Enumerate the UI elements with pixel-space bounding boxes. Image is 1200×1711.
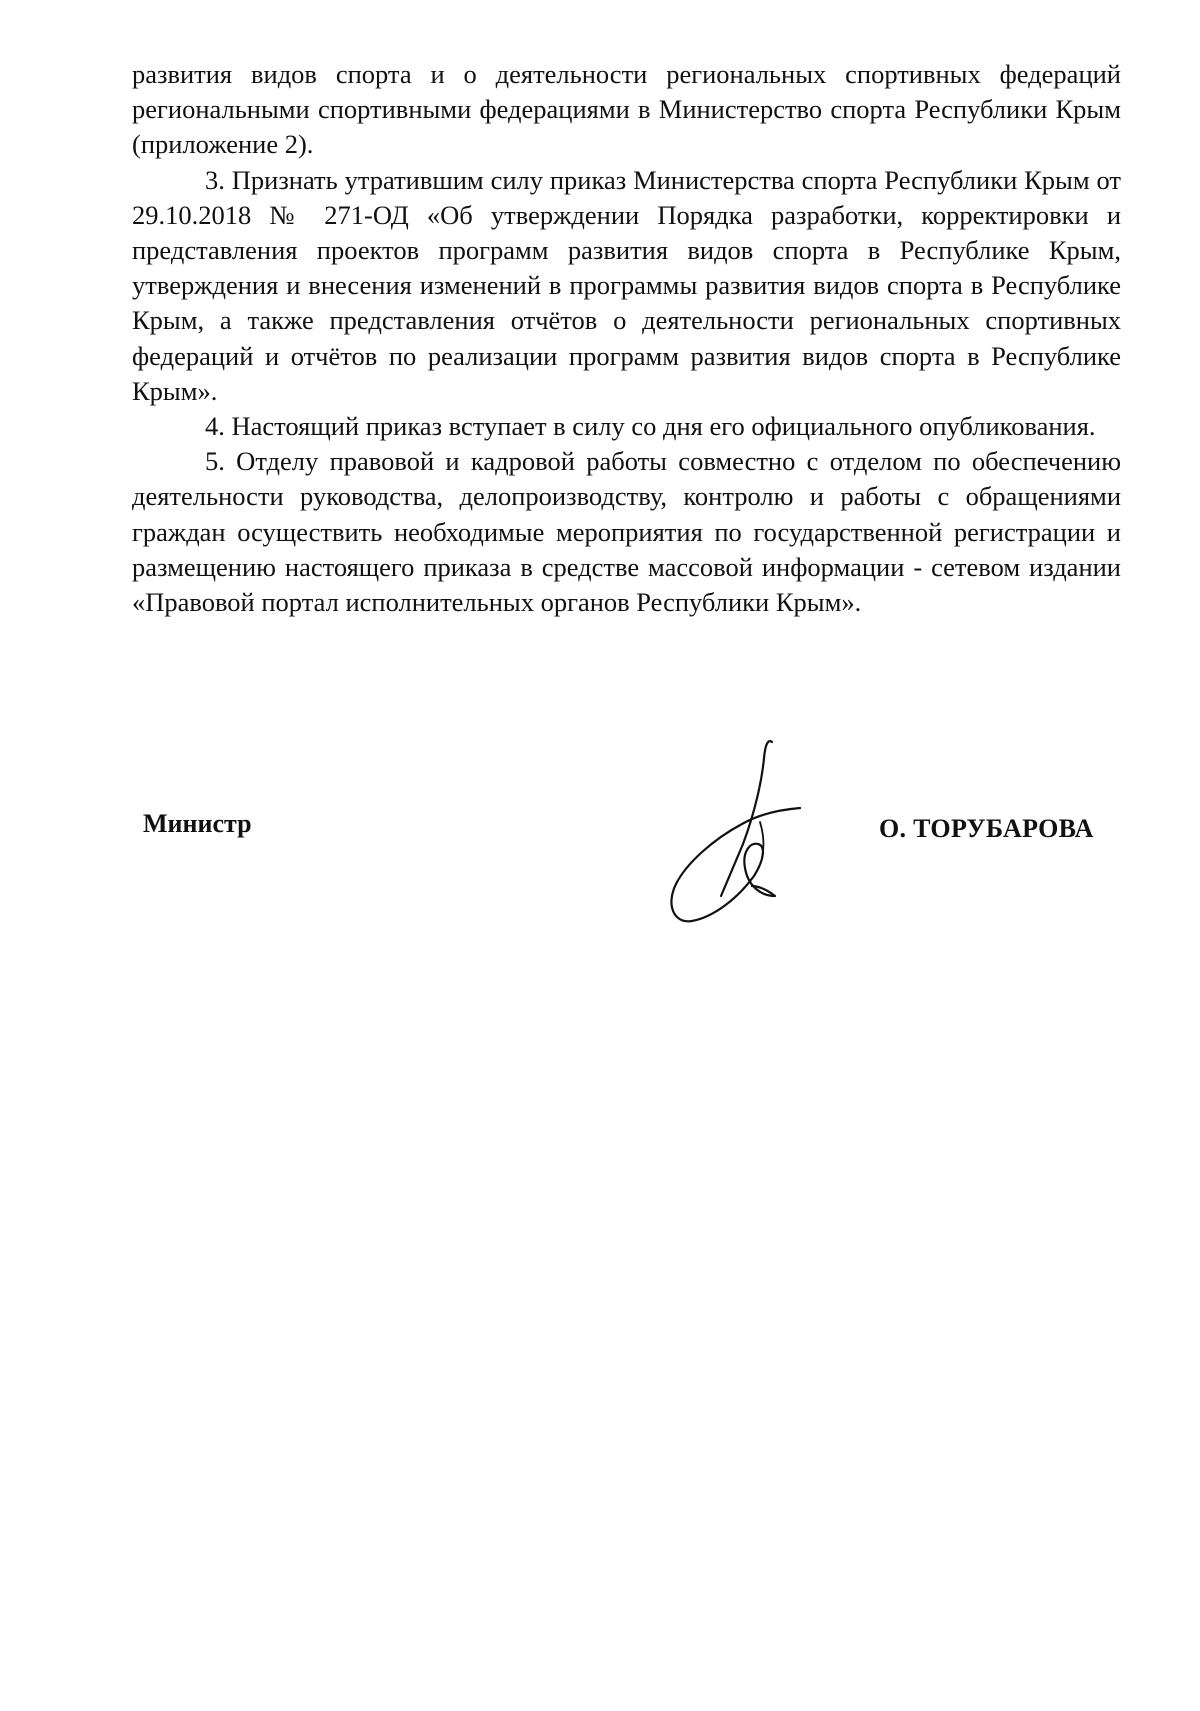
signer-title: Министр [143, 809, 252, 838]
paragraph-item-3: 3. Признать утратившим силу приказ Министерства спорта Республики Крым от 29.10.2018 № 271-ОД «Об утверждении Порядка разработки, корректировки и представления проектов программ развития видов спорта в Республике Крым, утверждения и внесения изменений в программы развития видов спорта в Республике Крым, а также представления отчётов о деятельности региональных спортивных федераций и отчётов по реализации программ развития видов спорта в Республике Крым». [132, 164, 1121, 406]
paragraph-item-4: 4. Настоящий приказ вступает в силу со дня его официального опубликования. [205, 411, 1096, 442]
document-body [132, 57, 1121, 620]
paragraph-continuation: развития видов спорта и о деятельности региональных спортивных федераций региональными спортивными федерациями в Министерство спорта Республики Крым (приложение 2). [132, 59, 1121, 160]
handwritten-signature [664, 736, 854, 926]
paragraph-item-5: 5. Отделу правовой и кадровой работы совместно с отделом по обеспечению деятельности руководства, делопроизводству, контролю и работы с обращениями граждан осуществить необходимые мероприятия по государственной регистрации и размещению настоящего приказа в средстве массовой информации - сетевом издании «Правовой портал исполнительных органов Республики Крым». [132, 446, 1121, 618]
signer-name: О. ТОРУБАРОВА [879, 814, 1094, 843]
